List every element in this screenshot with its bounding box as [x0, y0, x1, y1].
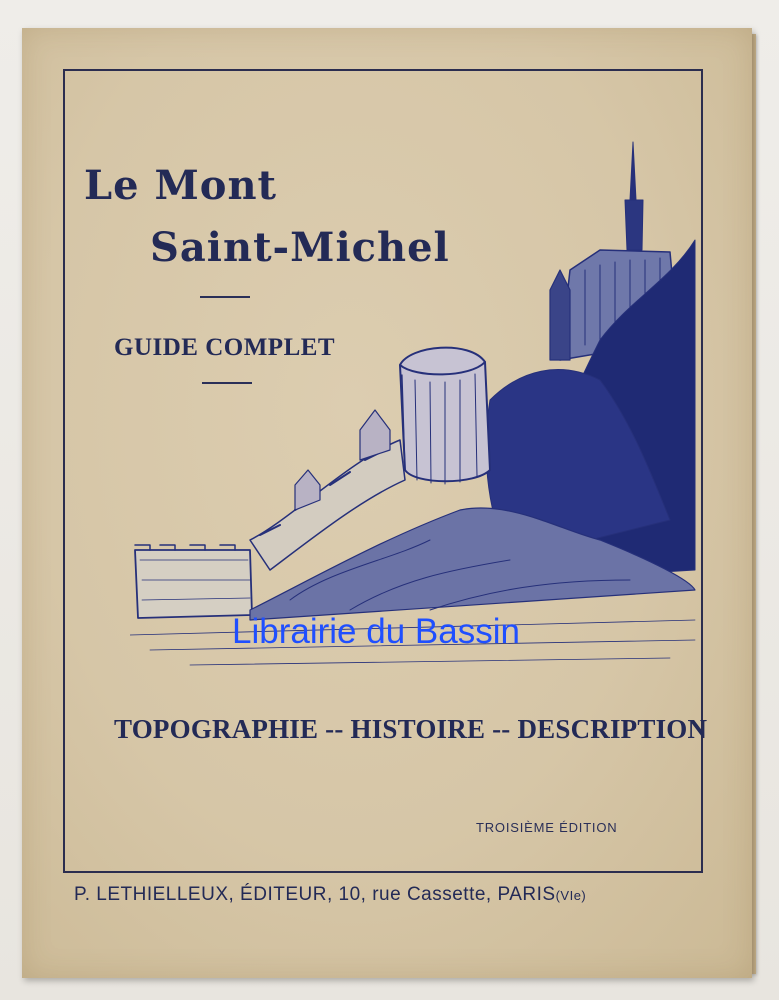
- bookseller-watermark: Librairie du Bassin: [232, 612, 520, 651]
- publisher-line: [74, 884, 586, 906]
- title-line-1: Le Mont: [84, 162, 278, 209]
- subtitle: GUIDE COMPLET: [114, 334, 336, 361]
- divider-bottom: [202, 382, 252, 384]
- title-line-2: Saint-Michel: [150, 224, 450, 271]
- topics-line: TOPOGRAPHIE -- HISTOIRE -- DESCRIPTION: [114, 714, 708, 744]
- edition-label: TROISIÈME ÉDITION: [476, 820, 618, 835]
- publisher-name-address: P. LETHIELLEUX, ÉDITEUR, 10, rue Cassette, PARIS: [74, 884, 556, 905]
- publisher-arrondissement: (VIe): [555, 888, 587, 903]
- divider-top: [200, 296, 250, 298]
- mont-saint-michel-illustration: [130, 140, 700, 670]
